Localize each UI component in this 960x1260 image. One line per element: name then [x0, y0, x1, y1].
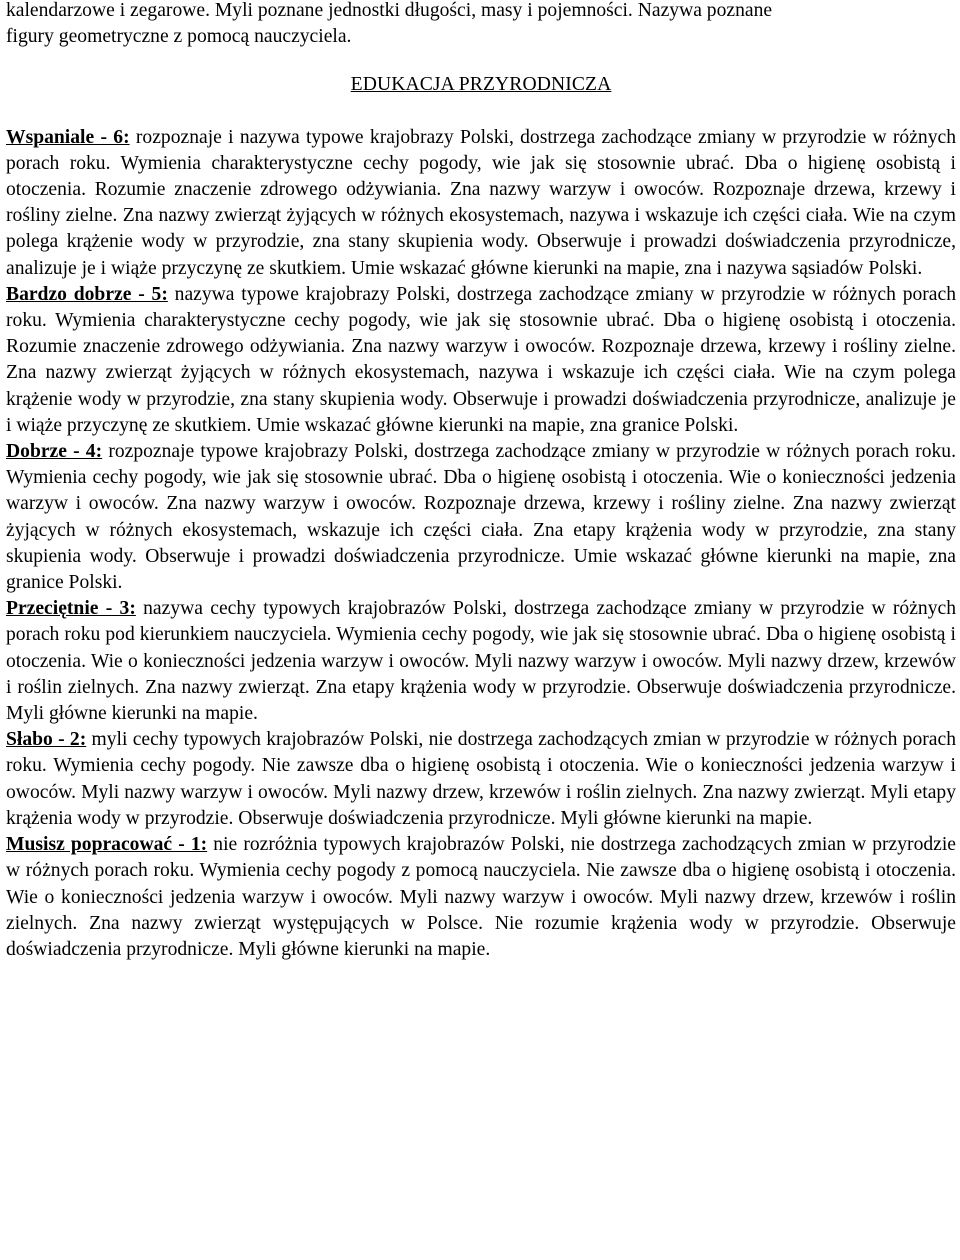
grade-paragraph-1 [6, 832, 956, 963]
grade-paragraph-3 [6, 596, 956, 727]
grade-text-4: rozpoznaje typowe krajobrazy Polski, dostrzega zachodzące zmiany w przyrodzie w różnych porach roku. Wymienia cechy pogody, wie jak się stosownie ubrać. Dba o higienę osobistą i otoczenia. Wie o konieczności jedzenia warzyw i owoców. Zna nazwy warzyw i owoców. Rozpoznaje drzewa, krzewy i rośliny zielne. Zna nazwy zwierząt żyjących w różnych ekosystemach, wskazuje ich części ciała. Zna etapy krążenia wody w przyrodzie, zna stany skupienia wody. Obserwuje i prowadzi doświadczenia przyrodnicze. Umie wskazać główne kierunki na mapie, zna granice Polski. [6, 441, 957, 594]
grade-text-6: rozpoznaje i nazywa typowe krajobrazy Polski, dostrzega zachodzące zmiany w przyrodzie w różnych porach roku. Wymienia charakterystyczne cechy pogody, wie jak się stosownie ubrać. Dba o higienę osobistą i otoczenia. Rozumie znaczenie zdrowego odżywiania. Zna nazwy warzyw i owoców. Rozpoznaje drzewa, krzewy i rośliny zielne. Zna nazwy zwierząt żyjących w różnych ekosystemach, nazywa i wskazuje ich części ciała. Wie na czym polega krążenie wody w przyrodzie, zna stany skupienia wody. Obserwuje i prowadzi doświadczenia przyrodnicze, analizuje je i wiąże przyczynę ze skutkiem. Umie wskazać główne kierunki na mapie, zna i nazywa sąsiadów Polski. [6, 126, 956, 279]
grade-label-5: Bardzo dobrze - 5: [6, 283, 168, 305]
grade-text-3: nazywa cechy typowych krajobrazów Polski, dostrzega zachodzące zmiany w przyrodzie w różnych porach roku pod kierunkiem nauczyciela. Wymienia cechy pogody, wie jak się stosownie ubrać. Dba o higienę osobistą i otoczenia. Wie o konieczności jedzenia warzyw i owoców. Myli nazwy warzyw i owoców. Myli nazwy drzew, krzewów i roślin zielnych. Zna nazwy zwierząt. Zna etapy krążenia wody w przyrodzie. Obserwuje doświadczenia przyrodnicze. Myli główne kierunki na mapie. [6, 598, 956, 725]
grade-paragraph-6 [6, 125, 956, 282]
intro-paragraph [6, 0, 956, 50]
grade-text-1: nie rozróżnia typowych krajobrazów Polski, nie dostrzega zachodzących zmian w przyrodzie w różnych porach roku. Wymienia cechy pogody z pomocą nauczyciela. Nie zawsze dba o higienę osobistą i otoczenia. Wie o konieczności jedzenia warzyw i owoców. Myli nazwy warzyw i owoców. Myli nazwy drzew, krzewów i roślin zielnych. Zna nazwy zwierząt występujących w Polsce. Nie rozumie krążenia wody w przyrodzie. Obserwuje doświadczenia przyrodnicze. Myli główne kierunki na mapie. [6, 834, 957, 960]
grade-label-6: Wspaniale - 6: [6, 126, 130, 148]
grade-paragraph-5 [6, 282, 956, 439]
intro-line-1: kalendarzowe i zegarowe. Myli poznane jednostki długości, masy i pojemności. Nazywa poznane [6, 0, 773, 21]
grade-paragraph-4 [6, 439, 956, 596]
intro-line-2: figury geometryczne z pomocą nauczyciela. [6, 26, 352, 48]
grade-label-3: Przeciętnie - 3: [6, 598, 136, 620]
section-title: EDUKACJA PRZYRODNICZA [350, 74, 612, 96]
grade-paragraph-2 [6, 727, 956, 832]
grade-label-1: Musisz popracować - 1: [6, 834, 208, 856]
grade-label-2: Słabo - 2: [6, 729, 87, 751]
grade-text-2: myli cechy typowych krajobrazów Polski, nie dostrzega zachodzących zmian w przyrodzie w różnych porach roku. Wymienia cechy pogody. Nie zawsze dba o higienę osobistą i otoczenia. Wie o konieczności jedzenia warzyw i owoców. Myli nazwy warzyw i owoców. Myli nazwy drzew, krzewów i roślin zielnych. Zna nazwy zwierząt. Myli etapy krążenia wody w przyrodzie. Obserwuje doświadczenia przyrodnicze. Myli główne kierunki na mapie. [6, 729, 956, 829]
grade-label-4: Dobrze - 4: [6, 441, 103, 463]
grade-text-5: nazywa typowe krajobrazy Polski, dostrzega zachodzące zmiany w przyrodzie w różnych porach roku. Wymienia charakterystyczne cechy pogody, wie jak się stosownie ubrać. Dba o higienę osobistą i otoczenia. Rozumie znaczenie zdrowego odżywiania. Zna nazwy warzyw i owoców. Rozpoznaje drzewa, krzewy i rośliny zielne. Zna nazwy zwierząt żyjących w różnych ekosystemach, nazywa i wskazuje ich części ciała. Wie na czym polega krążenie wody w przyrodzie, zna stany skupienia wody. Obserwuje i prowadzi doświadczenia przyrodnicze, analizuje je i wiąże przyczynę ze skutkiem. Umie wskazać główne kierunki na mapie, zna granice Polski. [6, 283, 957, 436]
